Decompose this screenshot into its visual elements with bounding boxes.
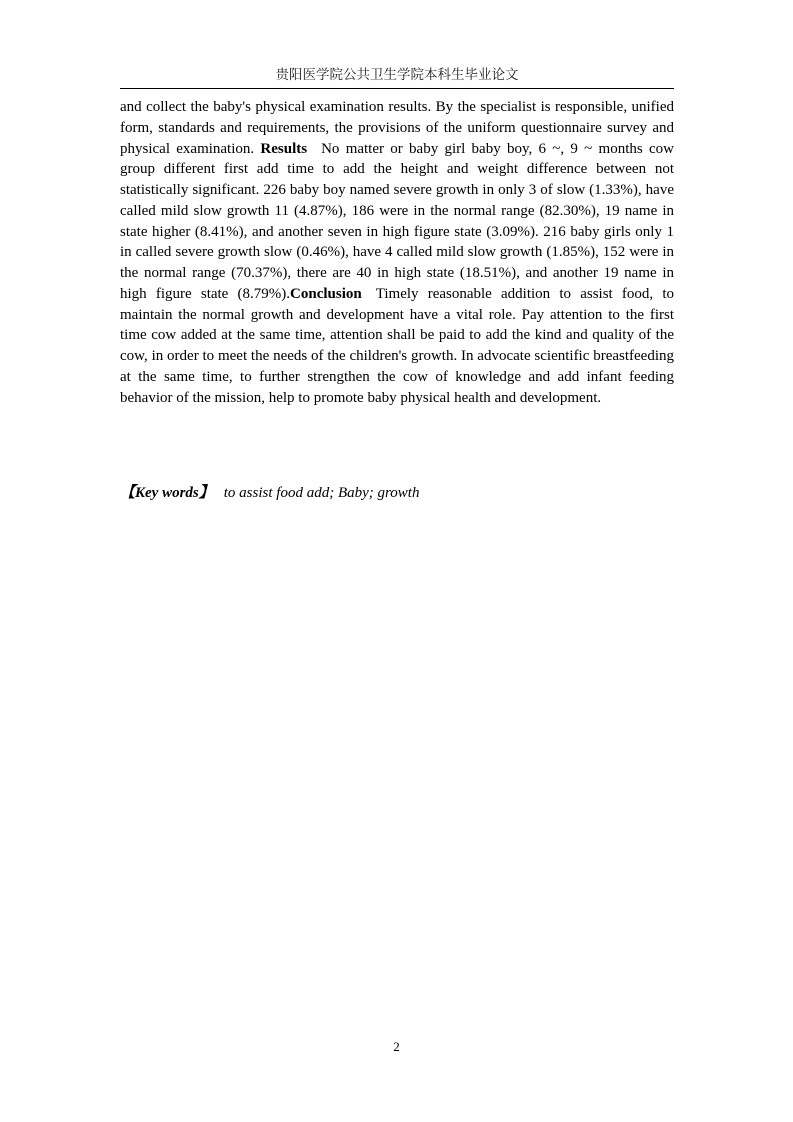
page-number: 2 — [393, 1039, 400, 1054]
results-label: Results — [260, 140, 308, 157]
conclusion-text: Timely reasonable addition to assist food, to maintain the normal growth and development have a vital role. Pay attention to the first time cow added at the same time, attention shall be paid to add the kind and quality of the cow, in order to meet the needs of the children's growth. In advocate scientific breastfeeding at the same time, to further strengthen the cow of knowledge and add infant feeding behavior of the mission, help to promote baby physical health and development. — [120, 285, 674, 406]
keywords-value: to assist food add; Baby; growth — [223, 485, 420, 501]
abstract-methods-tail: and collect the baby's physical examination results. By the specialist is responsible, unified form, standards and requirements, the provisions of the uniform questionnaire survey and physical examination. — [120, 99, 674, 157]
running-header — [120, 66, 674, 89]
header-title: 贵阳医学院公共卫生学院本科生毕业论文 — [275, 67, 519, 82]
keywords-line — [120, 483, 674, 503]
conclusion-label: Conclusion — [290, 285, 362, 302]
abstract-body — [120, 97, 674, 408]
keywords-label: 【Key words】 — [120, 485, 214, 501]
results-text: No matter or baby girl baby boy, 6 ~, 9 ~ months cow group different first add time to add the height and weight difference between not statistically significant. 226 baby boy named severe growth in only 3 of slow (1.33%), have called mild slow growth 11 (4.87%), 186 were in the normal range (82.30%), 19 name in state higher (8.41%), and another seven in high figure state (3.09%). 216 baby girls only 1 in called severe growth slow (0.46%), have 4 called mild slow growth (1.85%), 152 were in the normal range (70.37%), there are 40 in high state (18.51%), and another 19 name in high figure state (8.79%). — [120, 140, 674, 302]
